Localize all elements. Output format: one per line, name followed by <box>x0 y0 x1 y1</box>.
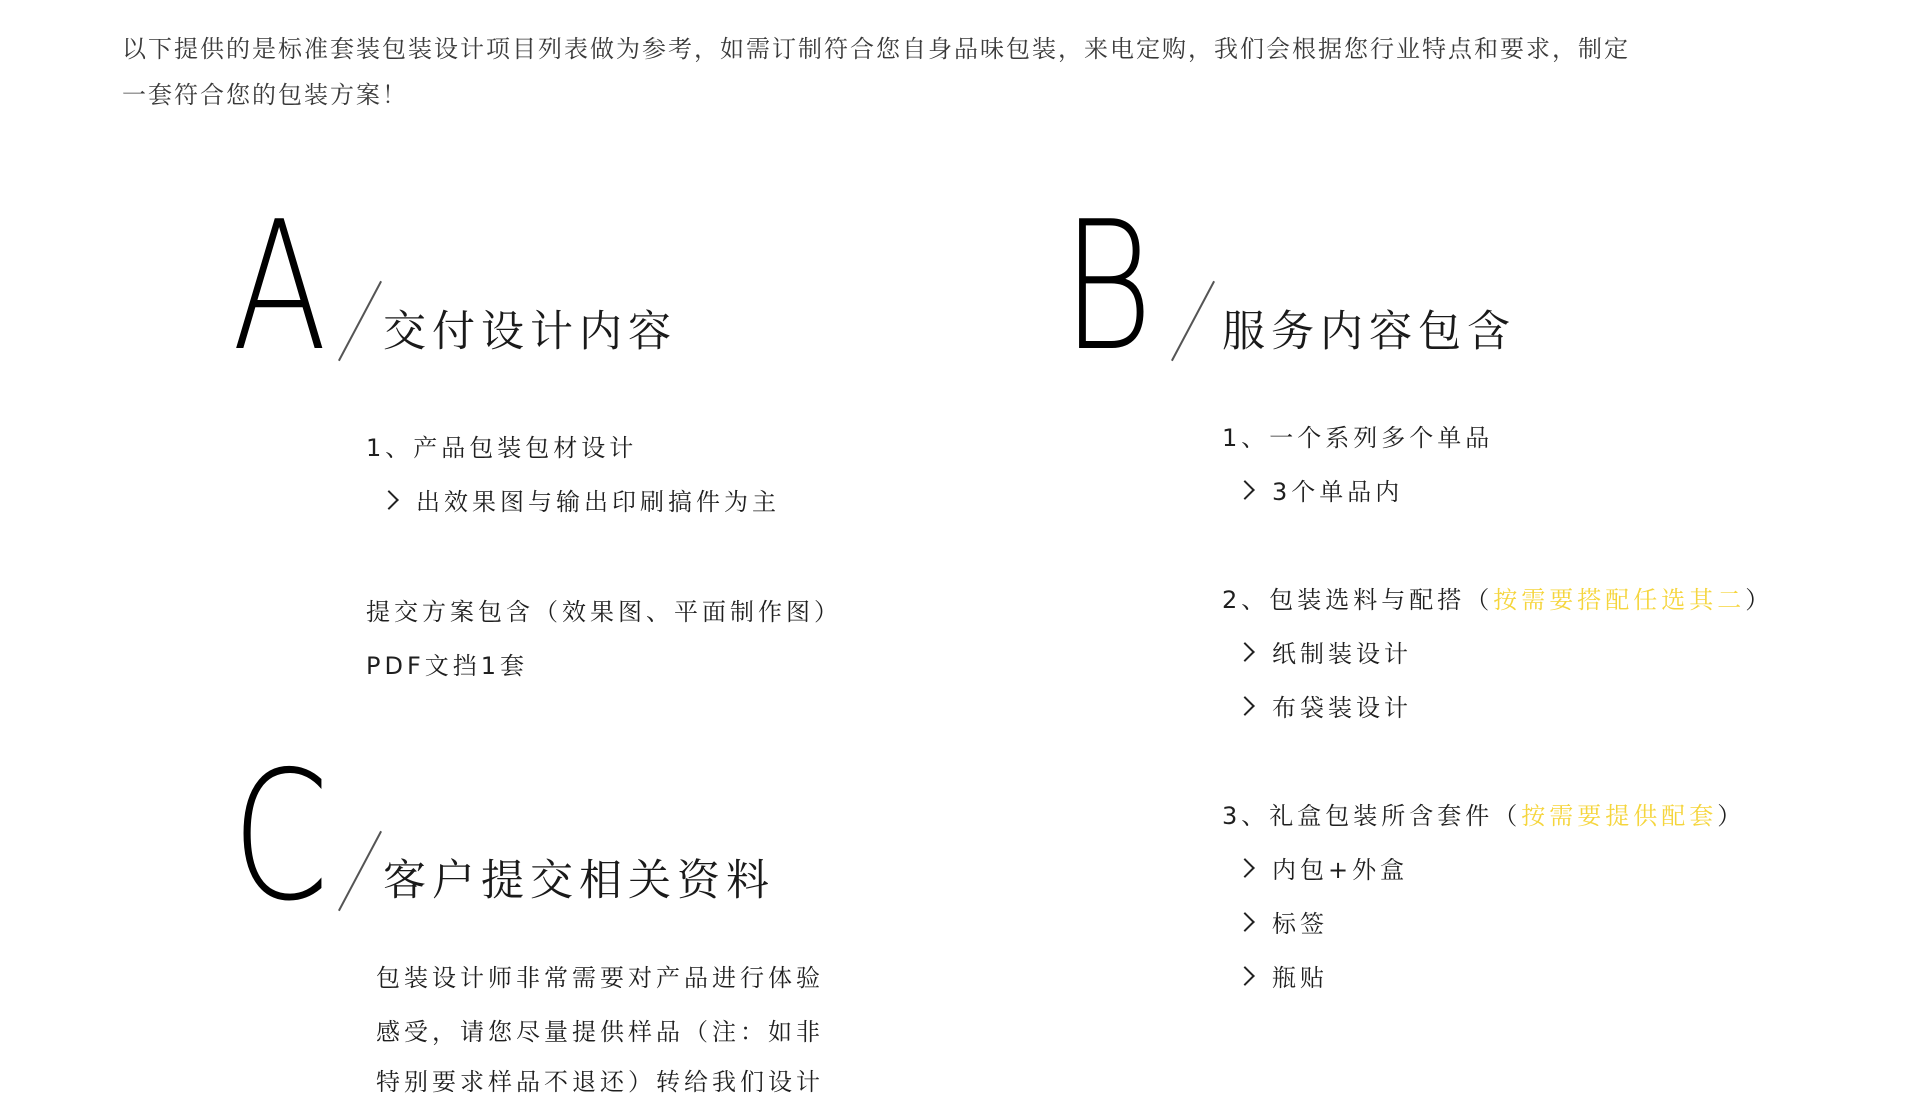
section-c-title: 客户提交相关资料 <box>383 856 775 906</box>
chevron-right-icon <box>1235 480 1255 500</box>
intro-paragraph <box>122 26 1822 118</box>
section-a-item-1-sub <box>382 490 780 514</box>
section-a-letter: A <box>232 183 327 390</box>
section-c-slash-icon <box>338 831 382 911</box>
section-a-title: 交付设计内容 <box>383 307 677 357</box>
section-b-item-2-prefix: 2、包装选料与配搭（ <box>1222 586 1494 614</box>
section-b-item-3-sub-2-text: 标签 <box>1272 910 1328 938</box>
section-b-item-3-highlight: 按需要提供配套 <box>1521 802 1718 830</box>
section-b-item-3-sub-3-text: 瓶贴 <box>1272 964 1328 992</box>
section-b-item-3-sub-1 <box>1238 858 1408 882</box>
section-c-letter: C <box>232 733 329 940</box>
section-a-submit: 提交方案包含（效果图、平面制作图） <box>366 598 842 626</box>
section-c-line-2: 感受，请您尽量提供样品（注：如非 <box>376 1018 824 1046</box>
section-b-title: 服务内容包含 <box>1222 307 1516 357</box>
chevron-right-icon <box>1235 912 1255 932</box>
section-b-slash-icon <box>1171 281 1215 361</box>
chevron-right-icon <box>379 490 399 510</box>
section-a-item-1: 1、产品包装包材设计 <box>366 434 638 462</box>
section-a-slash-icon <box>338 281 382 361</box>
section-b-item-1: 1、一个系列多个单品 <box>1222 424 1494 452</box>
section-b-item-1-sub <box>1238 480 1403 504</box>
section-b-item-3 <box>1222 804 1745 828</box>
section-b-item-1-sub-text: 3个单品内 <box>1272 478 1404 506</box>
intro-line-2: 一套符合您的包装方案！ <box>122 81 408 109</box>
chevron-right-icon <box>1235 858 1255 878</box>
section-b-item-3-sub-1-text: 内包+外盒 <box>1272 856 1409 884</box>
section-b-item-2-sub-2-text: 布袋装设计 <box>1272 694 1412 722</box>
section-b-item-2-highlight: 按需要搭配任选其二 <box>1493 586 1746 614</box>
chevron-right-icon <box>1235 966 1255 986</box>
section-b-item-2-sub-2 <box>1238 696 1412 720</box>
section-b-item-2-suffix: ） <box>1745 586 1774 614</box>
section-b-item-2-sub-1 <box>1238 642 1412 666</box>
section-b-letter: B <box>1062 183 1153 390</box>
section-b-item-3-sub-3 <box>1238 966 1328 990</box>
intro-line-1: 以下提供的是标准套装包装设计项目列表做为参考，如需订制符合您自身品味包装，来电定购，我们会根据您行业特点和要求，制定 <box>122 35 1630 63</box>
section-a-pdf: PDF文挡1套 <box>366 652 529 680</box>
section-b-item-3-sub-2 <box>1238 912 1328 936</box>
chevron-right-icon <box>1235 696 1255 716</box>
section-c-line-1: 包装设计师非常需要对产品进行体验 <box>376 964 824 992</box>
section-b-item-3-prefix: 3、礼盒包装所含套件（ <box>1222 802 1522 830</box>
section-b-item-3-suffix: ） <box>1717 802 1746 830</box>
chevron-right-icon <box>1235 642 1255 662</box>
section-b-item-2-sub-1-text: 纸制装设计 <box>1272 640 1412 668</box>
section-c-line-3: 特别要求样品不退还）转给我们设计 <box>376 1068 824 1096</box>
section-b-item-2 <box>1222 588 1773 612</box>
section-a-item-1-sub-text: 出效果图与输出印刷搞件为主 <box>416 488 780 516</box>
